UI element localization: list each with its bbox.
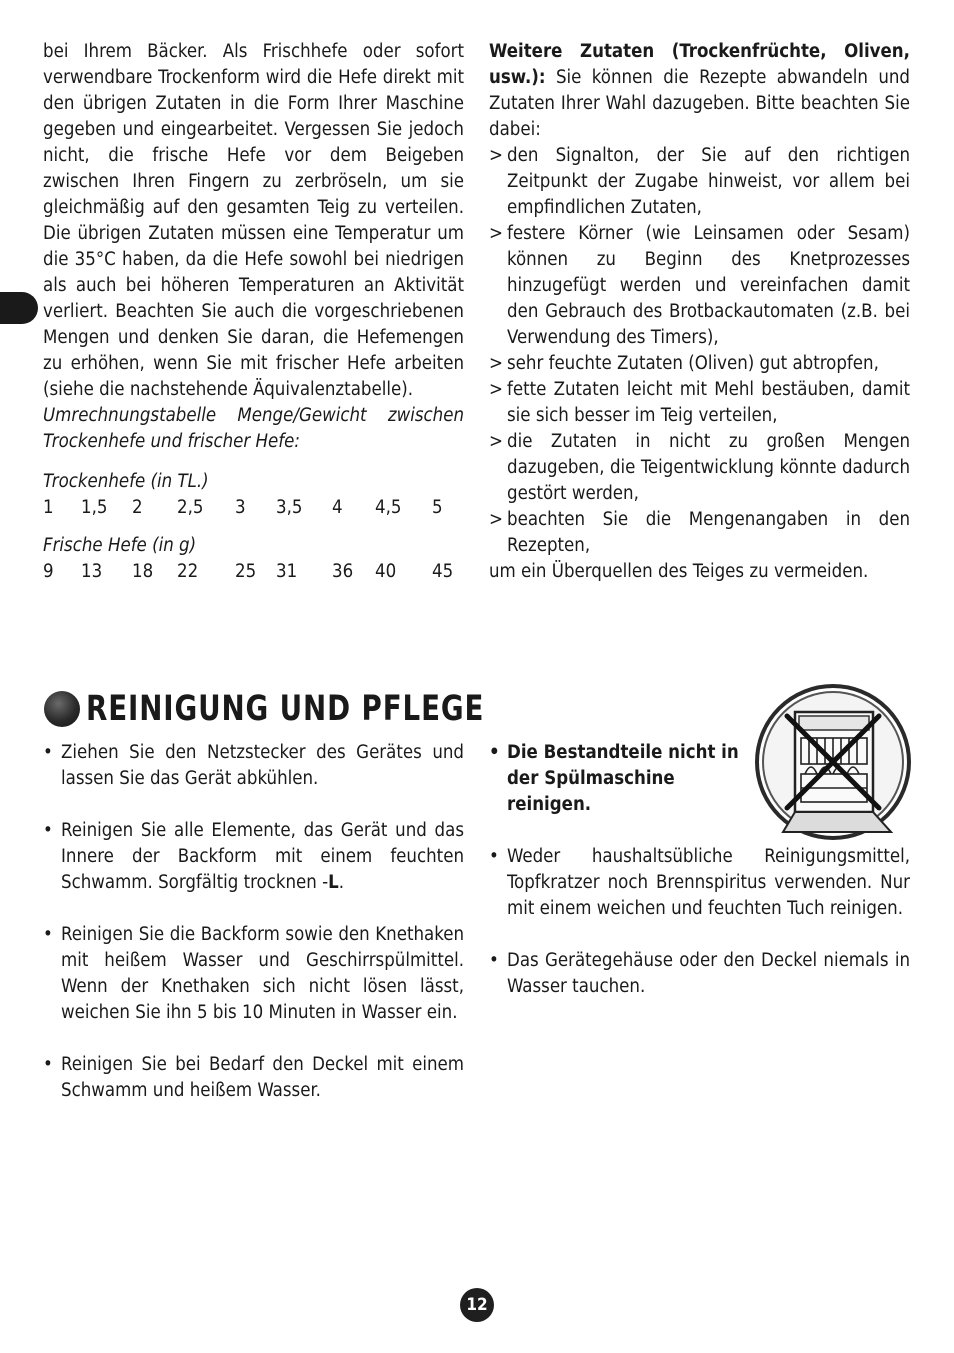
dishwasher-warning-text: Die Bestandteile nicht in der Spülmaschine reinigen. [507,742,739,815]
fresh-yeast-value: 36 [332,561,354,582]
ingredient-item-text: beachten Sie die Mengenangaben in den Rezepten, [507,509,910,556]
ingredient-item-text: festere Körner (wie Leinsamen oder Sesam) können zu Beginn des Knetprozesses hinzugefügt werden und vereinfachen damit den Gebrauch des Brotbackautomaten (z.B. bei Verwendung des Timers), [507,223,910,348]
dry-yeast-value: 2 [132,497,143,518]
fresh-yeast-value: 13 [81,561,103,582]
dry-yeast-label: Trockenhefe (in TL.) [43,471,209,492]
figure-ref-letter: L [328,872,339,893]
ingredient-item-text: sehr feuchte Zutaten (Oliven) gut abtropfen, [507,353,879,374]
cleaning-item [489,740,739,818]
ingredients-intro [489,39,910,143]
fresh-yeast-value: 45 [432,561,454,582]
dry-yeast-value: 1 [43,497,54,518]
dry-yeast-value: 3,5 [276,497,303,518]
item-marker: > [489,431,503,452]
cleaning-item [489,948,910,1000]
fresh-yeast-value: 25 [235,561,257,582]
section-tab-marker [0,292,38,324]
cleaning-left-list [43,740,464,1130]
cleaning-item-end: . [338,872,345,893]
item-marker: > [489,223,503,244]
bullet-marker: • [489,742,500,763]
ingredients-heading: Weitere Zutaten (Trockenfrüchte, Oliven, usw.): [489,41,910,88]
dry-yeast-value: 4,5 [375,497,402,518]
dry-yeast-value: 1,5 [81,497,108,518]
cleaning-item-text: Reinigen Sie die Backform sowie den Knethaken mit heißem Wasser und Geschirrspülmittel. Wenn der Knethaken sich nicht lösen lässt, weichen Sie ihn 5 bis 10 Minuten in Wasser ein. [61,924,464,1023]
ingredients-closing: um ein Überquellen des Teiges zu vermeiden. [489,561,869,582]
fresh-yeast-value: 18 [132,561,154,582]
cleaning-item-text: Reinigen Sie alle Elemente, das Gerät und das Innere der Backform mit einem feuchten Schwamm. Sorgfältig trocknen - [61,820,464,893]
fresh-yeast-label: Frische Hefe (in g) [43,535,197,556]
fresh-yeast-values [43,559,464,585]
dry-yeast-value: 4 [332,497,343,518]
bullet-marker: • [43,924,53,945]
yeast-paragraph: bei Ihrem Bäcker. Als Frischhefe oder sofort verwendbare Trockenform wird die Hefe direkt mit den übrigen Zutaten in die Form Ihrer Maschine gegeben und eingearbeitet. Vergessen Sie jedoch nicht, die frische Hefe vor dem Beigeben zwischen Ihren Fingern zu zerbröseln, um sie gleichmäßig auf den gesamten Teig zu verteilen. Die übrigen Zutaten müssen eine Temperatur um die 35°C haben, da die Hefe sowohl bei niedrigen als auch bei höheren Temperaturen an Aktivität verliert. Beachten Sie auch die vorgeschriebenen Mengen und denken Sie daran, die Hefemengen zu erhöhen, wenn Sie mit frischer Hefe arbeiten (siehe die nachstehende Äquivalenztabelle). [43,41,464,400]
ingredient-item [489,351,910,377]
bullet-marker: • [43,820,53,841]
cleaning-item-text: Reinigen Sie bei Bedarf den Deckel mit einem Schwamm und heißem Wasser. [61,1054,464,1101]
dry-yeast-value: 3 [235,497,246,518]
ingredient-item-text: die Zutaten in nicht zu großen Mengen dazugeben, die Teigentwicklung könnte dadurch gestört werden, [507,431,910,504]
cleaning-item-text: Das Gerätegehäuse oder den Deckel niemals in Wasser tauchen. [507,950,910,997]
cleaning-item-text: Ziehen Sie den Netzstecker des Gerätes und lassen Sie das Gerät abkühlen. [61,742,464,789]
section-heading [44,684,539,734]
ingredient-item [489,507,910,559]
cleaning-item-text: Weder haushaltsübliche Reinigungsmittel, Topfkratzer noch Brennspiritus verwenden. Nur mit einem weichen und feuchten Tuch reinigen. [507,846,910,919]
bullet-marker: • [489,950,499,971]
ingredient-item-text: den Signalton, der Sie auf den richtigen Zeitpunkt der Zugabe hinweist, vor allem bei empfindlichen Zutaten, [507,145,910,218]
ingredient-item [489,429,910,507]
ingredient-item [489,143,910,221]
ingredients-intro-text: Sie können die Rezepte abwandeln und Zutaten Ihrer Wahl dazugeben. Bitte beachten Sie dabei: [489,67,910,140]
dry-yeast-values [43,495,464,521]
ingredient-item [489,221,910,351]
table-caption: Umrechnungstabelle Menge/Gewicht zwischen Trockenhefe und frischer Hefe: [43,405,464,452]
bullet-marker: • [43,742,53,763]
cleaning-item [43,1052,464,1104]
item-marker: > [489,353,503,374]
ingredients-list [489,143,910,559]
left-column [43,39,464,585]
dishwasher-warning [489,740,739,818]
dry-yeast-value: 2,5 [177,497,204,518]
fresh-yeast-value: 31 [276,561,298,582]
fresh-yeast-value: 22 [177,561,199,582]
ingredient-item [489,377,910,429]
right-column [489,39,910,585]
item-marker: > [489,509,503,530]
dry-yeast-value: 5 [432,497,443,518]
bullet-marker: • [489,846,499,867]
cleaning-item [43,922,464,1026]
section-dot-icon [44,691,80,727]
cleaning-item [489,844,910,922]
ingredient-item-text: fette Zutaten leicht mit Mehl bestäuben, damit sie sich besser im Teig verteilen, [507,379,910,426]
cleaning-right-list [489,844,910,1026]
page-number: 12 [460,1288,494,1322]
bullet-marker: • [43,1054,53,1075]
fresh-yeast-value: 9 [43,561,54,582]
cleaning-item [43,740,464,792]
section-title: REINIGUNG UND PFLEGE [86,689,485,729]
item-marker: > [489,145,503,166]
no-dishwasher-icon [753,682,913,842]
item-marker: > [489,379,503,400]
fresh-yeast-value: 40 [375,561,397,582]
cleaning-item [43,818,464,896]
